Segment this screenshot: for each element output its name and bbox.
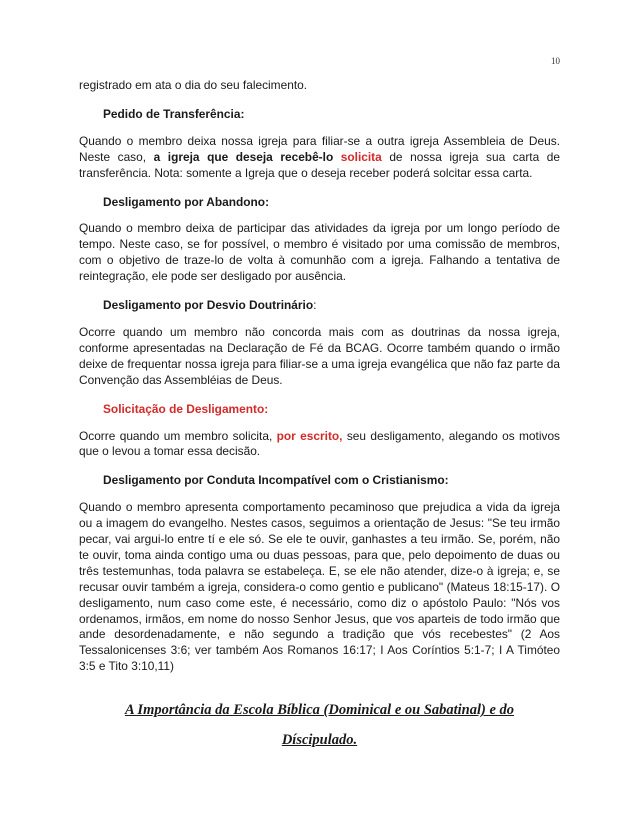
heading-colon: : — [313, 298, 317, 313]
heading-transfer-request: Pedido de Transferência: — [103, 106, 245, 121]
paragraph-abandonment: Quando o membro deixa de participar das atividades da igreja por um longo período de tempo. Neste caso, se for possível, o membro é visitado por uma comissão de membros, com o objetivo de traze-lo de volta à comunhão com a igreja. Falhando a tentativa de reintegração, ele pode ser desligado por ausência. — [79, 221, 560, 284]
highlight-in-writing: por escrito, — [276, 428, 343, 443]
bold-phrase: a igreja que deseja recebê-lo — [153, 149, 334, 164]
heading-doctrinal-deviation — [79, 298, 560, 314]
highlight-solicita: solicita — [340, 149, 382, 164]
paragraph-disconnection-request — [79, 429, 560, 461]
text-run: de nossa igreja sua carta de transferência. Nota: somente a Igreja que o deseja receber poderá solcitar essa carta. — [79, 149, 560, 180]
heading-abandonment: Desligamento por Abandono: — [103, 194, 270, 209]
text-run: seu desligamento, alegando os motivos que o levou a tomar essa decisão. — [79, 428, 560, 459]
heading-disconnection-request: Solicitação de Desligamento: — [103, 401, 269, 416]
paragraph-incompatible-conduct: Quando o membro apresenta comportamento pecaminoso que prejudica a vida da igreja ou a imagem do evangelho. Nestes casos, seguimos a orientação de Jesus: "Se teu irmão pecar, vai argui-lo entre tí e ele só. Se ele te ouvir, ganhastes a teu irmão. Se, porém, não te ouvir, toma ainda contigo uma ou duas pessoas, para que, pelo depoimento de duas ou três testemunhas, toda palavra se estabeleça. E, se ele não atender, dize-o à igreja; e, se recusar ouvir também a igreja, considera-o como gentio e publicano" (Mateus 18:15-17). O desligamento, num caso come este, é necessário, como diz o apóstolo Paulo: "Nós vos ordenamos, irmãos, em nome do nosso Senhor Jesus, que vos aparteis de todo irmão que ande desordenadamente, e não segundo a tradição que vós recebestes" (2 Aos Tessalonicenses 3:6; ver também Aos Romanos 16:17; I Aos Coríntios 5:1-7; I A Timóteo 3:5 e Tito 3:10,11) — [79, 500, 560, 674]
section-title-line-2: Díscipulado. — [281, 732, 358, 749]
text-run: Ocorre quando um membro solicita, — [79, 428, 277, 443]
page-content — [79, 78, 560, 749]
opening-line: registrado em ata o dia do seu falecimento. — [79, 78, 308, 92]
paragraph-transfer-request — [79, 134, 560, 182]
paragraph-doctrinal-deviation: Ocorre quando um membro não concorda mais com as doutrinas da nossa igreja, conforme apresentadas na Declaração de Fé da BCAG. Ocorre também quando o irmão deixe de frequentar nossa igreja para filiar-se a uma igreja evangélica que não faz parte da Convenção das Assembléias de Deus. — [79, 324, 560, 387]
heading-text: Desligamento por Desvio Doutrinário — [103, 298, 314, 313]
page-number: 10 — [551, 56, 560, 66]
heading-incompatible-conduct: Desligamento por Conduta Incompatível com o Cristianismo: — [103, 473, 449, 488]
section-title-line-1: A Importância da Escola Bíblica (Dominical e ou Sabatinal) e do — [124, 702, 515, 719]
text-run: Quando o membro deixa nossa igreja para filiar-se a outra igreja Assembleia de Deus. Neste caso, — [79, 133, 560, 164]
